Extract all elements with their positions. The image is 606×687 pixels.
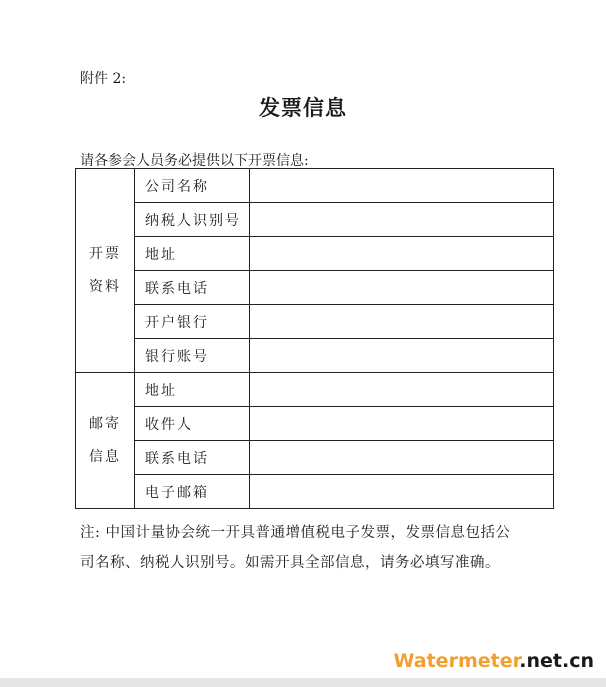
recipient-field[interactable]: [250, 407, 554, 441]
bank-account-field[interactable]: [250, 339, 554, 373]
watermark-part: Watermeter: [393, 650, 520, 672]
group-label-line: 邮寄: [89, 415, 121, 432]
mail-address-field[interactable]: [250, 373, 554, 407]
field-label-mail-phone: 联系电话: [135, 441, 250, 475]
mail-phone-field[interactable]: [250, 441, 554, 475]
field-label-taxpayer-id: 纳税人识别号: [135, 203, 250, 237]
table-row: [76, 441, 554, 475]
table-row: [76, 475, 554, 509]
invoice-group-label: [76, 169, 135, 373]
watermark-logo: [394, 650, 595, 672]
field-label-bank: 开户银行: [135, 305, 250, 339]
field-label-phone: 联系电话: [135, 271, 250, 305]
field-label-mail-address: 地址: [135, 373, 250, 407]
table-row: [76, 169, 554, 203]
field-label-address: 地址: [135, 237, 250, 271]
field-label-recipient: 收件人: [135, 407, 250, 441]
bank-field[interactable]: [250, 305, 554, 339]
note-text: [80, 518, 560, 578]
table-row: [76, 203, 554, 237]
table-row: [76, 237, 554, 271]
mailing-group-label: [76, 373, 135, 509]
watermark-part: .net.cn: [519, 650, 594, 672]
taxpayer-id-field[interactable]: [250, 203, 554, 237]
note-line: 司名称、纳税人识别号。如需开具全部信息，请务必填写准确。: [80, 555, 500, 571]
note-line: 注: 中国计量协会统一开具普通增值税电子发票，发票信息包括公: [80, 525, 511, 541]
table-row: [76, 271, 554, 305]
attachment-label: 附件 2:: [80, 71, 127, 87]
intro-text: 请各参会人员务必提供以下开票信息:: [80, 153, 309, 169]
group-label-line: 开票: [89, 245, 121, 262]
email-field[interactable]: [250, 475, 554, 509]
invoice-phone-field[interactable]: [250, 271, 554, 305]
invoice-address-field[interactable]: [250, 237, 554, 271]
group-label-line: 信息: [89, 448, 121, 465]
invoice-info-table: [75, 168, 554, 509]
company-name-field[interactable]: [250, 169, 554, 203]
table-row: [76, 305, 554, 339]
field-label-bank-account: 银行账号: [135, 339, 250, 373]
table-row: [76, 339, 554, 373]
table-row: [76, 373, 554, 407]
field-label-email: 电子邮箱: [135, 475, 250, 509]
document-title: 发票信息: [259, 95, 347, 120]
page-bottom-edge: [0, 678, 606, 687]
group-label-line: 资料: [89, 278, 121, 295]
field-label-company-name: 公司名称: [135, 169, 250, 203]
table-row: [76, 407, 554, 441]
